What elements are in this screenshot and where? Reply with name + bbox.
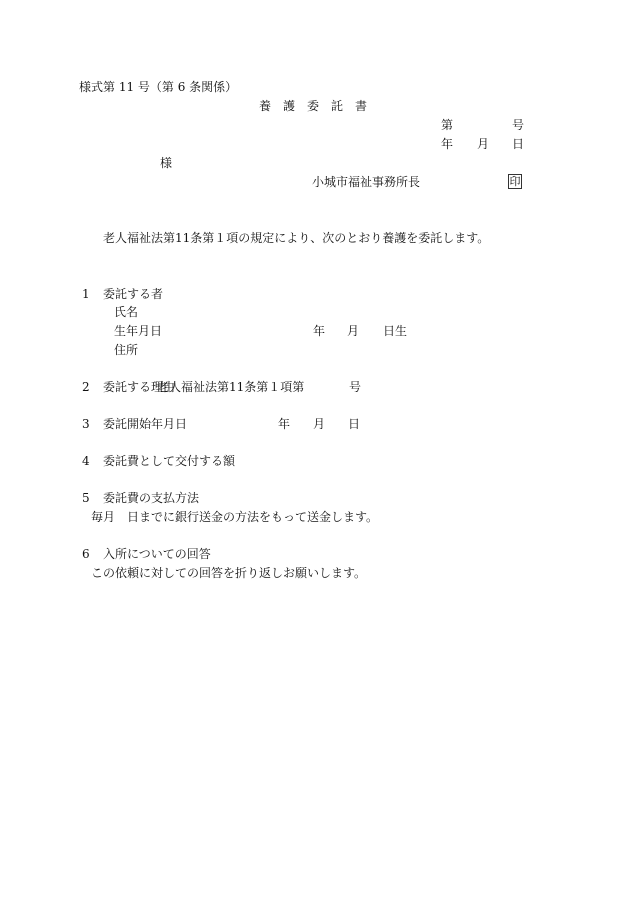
addressee-suffix: 様 [160,156,173,170]
section-2-reason: 老人福祉法第11条第１項第 [157,380,305,394]
section-2-number: 2 [82,380,90,394]
reply-request-text: この依頼に対しての回答を折り返しお願いします。 [91,566,367,580]
payment-text: 日までに銀行送金の方法をもって送金します。 [127,510,379,524]
section-1-label: 委託する者 [103,287,164,301]
section-2-reason-suffix: 号 [349,380,362,394]
name-label: 氏名 [114,305,139,319]
doc-number-prefix: 第 [441,118,454,132]
form-number: 様式第 11 号（第 6 条関係） [79,80,238,94]
payment-prefix: 毎月 [91,510,116,524]
date-month: 月 [477,137,490,151]
birth-day: 日生 [383,324,408,338]
section-1-number: 1 [82,287,90,301]
birthdate-label: 生年月日 [114,324,163,338]
start-month: 月 [313,417,326,431]
section-3-number: 3 [82,417,90,431]
date-year: 年 [441,137,454,151]
section-5-number: 5 [82,491,90,505]
section-4-label: 委託費として交付する額 [103,454,236,468]
section-5-label: 委託費の支払方法 [103,491,200,505]
birth-month: 月 [347,324,360,338]
start-year: 年 [278,417,291,431]
section-6-number: 6 [82,547,90,561]
section-4-number: 4 [82,454,90,468]
section-6-label: 入所についての回答 [103,547,211,561]
section-2-label: 委託する理由 [103,380,176,394]
start-day: 日 [348,417,361,431]
section-3-label: 委託開始年月日 [103,417,188,431]
date-day: 日 [512,137,525,151]
birth-year: 年 [313,324,326,338]
intro-text: 老人福祉法第11条第１項の規定により、次のとおり養護を委託します。 [103,231,490,245]
document-title: 養 護 委 託 書 [259,99,368,113]
doc-number-suffix: 号 [512,118,525,132]
sender: 小城市福祉事務所長 [312,175,421,189]
seal-mark: 印 [509,175,521,188]
address-label: 住所 [114,343,139,357]
